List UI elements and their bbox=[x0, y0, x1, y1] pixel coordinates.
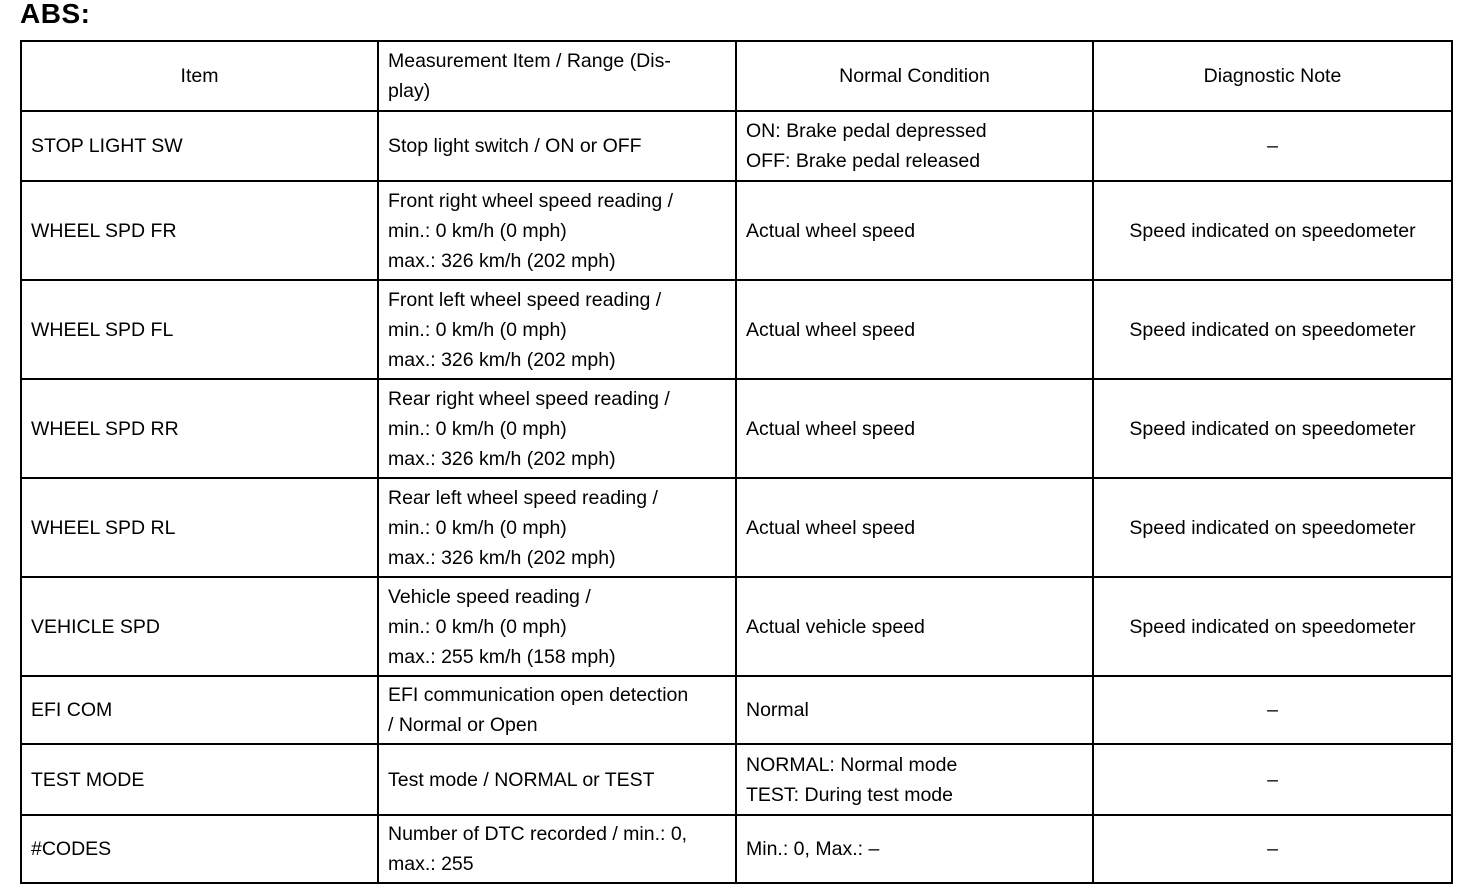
measurement-line: Number of DTC recorded / min.: 0, bbox=[388, 823, 688, 845]
cell-diagnostic-note: – bbox=[1093, 815, 1452, 883]
measurement-line: Stop light switch / ON or OFF bbox=[388, 135, 642, 157]
measurement-line: min.: 0 km/h (0 mph) bbox=[388, 318, 567, 341]
cell-measurement bbox=[378, 744, 736, 815]
header-item: Item bbox=[21, 41, 378, 111]
header-diagnostic-note: Diagnostic Note bbox=[1093, 41, 1452, 111]
cell-diagnostic-note: Speed indicated on speedometer bbox=[1093, 181, 1452, 280]
measurement-line: min.: 0 km/h (0 mph) bbox=[388, 516, 567, 539]
cell-normal-condition bbox=[736, 181, 1093, 280]
measurement-line: max.: 255 bbox=[388, 853, 474, 875]
measurement-line: max.: 326 km/h (202 mph) bbox=[388, 348, 616, 371]
normal-condition-line: ON: Brake pedal depressed bbox=[746, 120, 987, 142]
cell-measurement bbox=[378, 478, 736, 577]
cell-normal-condition bbox=[736, 379, 1093, 478]
cell-normal-condition bbox=[736, 577, 1093, 676]
cell-measurement bbox=[378, 181, 736, 280]
normal-condition-line: OFF: Brake pedal released bbox=[746, 150, 981, 172]
cell-item: VEHICLE SPD bbox=[21, 577, 378, 676]
cell-normal-condition bbox=[736, 111, 1093, 181]
cell-item: TEST MODE bbox=[21, 744, 378, 815]
abs-data-table bbox=[20, 40, 1453, 884]
cell-item: EFI COM bbox=[21, 676, 378, 744]
cell-diagnostic-note: – bbox=[1093, 676, 1452, 744]
header-row bbox=[21, 41, 1452, 111]
measurement-line: max.: 326 km/h (202 mph) bbox=[388, 447, 616, 470]
normal-condition-line: Min.: 0, Max.: – bbox=[746, 838, 880, 860]
page-title: ABS: bbox=[20, 0, 91, 29]
header-measurement bbox=[378, 41, 736, 111]
measurement-line: min.: 0 km/h (0 mph) bbox=[388, 417, 567, 440]
table-row bbox=[21, 815, 1452, 883]
cell-normal-condition bbox=[736, 815, 1093, 883]
cell-item: STOP LIGHT SW bbox=[21, 111, 378, 181]
measurement-line: / Normal or Open bbox=[388, 714, 538, 736]
normal-condition-line: Actual wheel speed bbox=[746, 516, 916, 539]
cell-normal-condition bbox=[736, 478, 1093, 577]
cell-measurement bbox=[378, 815, 736, 883]
cell-diagnostic-note: Speed indicated on speedometer bbox=[1093, 478, 1452, 577]
measurement-line: max.: 326 km/h (202 mph) bbox=[388, 546, 616, 569]
measurement-line: max.: 255 km/h (158 mph) bbox=[388, 645, 616, 668]
table-row bbox=[21, 280, 1452, 379]
normal-condition-line: Normal bbox=[746, 699, 809, 721]
normal-condition-line: Actual wheel speed bbox=[746, 219, 916, 242]
cell-diagnostic-note: Speed indicated on speedometer bbox=[1093, 379, 1452, 478]
normal-condition-line: Actual vehicle speed bbox=[746, 615, 925, 638]
table-row bbox=[21, 744, 1452, 815]
cell-measurement bbox=[378, 280, 736, 379]
cell-measurement bbox=[378, 676, 736, 744]
header-measurement-line: Measurement Item / Range (Dis- bbox=[388, 50, 671, 72]
measurement-line: max.: 326 km/h (202 mph) bbox=[388, 249, 616, 272]
measurement-line: min.: 0 km/h (0 mph) bbox=[388, 615, 567, 638]
cell-normal-condition bbox=[736, 676, 1093, 744]
measurement-line: EFI communication open detection bbox=[388, 684, 689, 706]
header-normal-condition: Normal Condition bbox=[736, 41, 1093, 111]
normal-condition-line: Actual wheel speed bbox=[746, 417, 916, 440]
cell-normal-condition bbox=[736, 744, 1093, 815]
table-row bbox=[21, 181, 1452, 280]
measurement-line: Front right wheel speed reading / bbox=[388, 189, 674, 212]
table-row bbox=[21, 577, 1452, 676]
measurement-line: Test mode / NORMAL or TEST bbox=[388, 768, 655, 791]
cell-normal-condition bbox=[736, 280, 1093, 379]
normal-condition-line: Actual wheel speed bbox=[746, 318, 916, 341]
measurement-line: Rear left wheel speed reading / bbox=[388, 486, 658, 509]
cell-item: WHEEL SPD FR bbox=[21, 181, 378, 280]
header-measurement-line: play) bbox=[388, 80, 431, 102]
table-body bbox=[21, 111, 1452, 883]
cell-item: WHEEL SPD RR bbox=[21, 379, 378, 478]
measurement-line: Vehicle speed reading / bbox=[388, 585, 591, 608]
cell-item: WHEEL SPD RL bbox=[21, 478, 378, 577]
measurement-line: Front left wheel speed reading / bbox=[388, 288, 662, 311]
cell-diagnostic-note: – bbox=[1093, 744, 1452, 815]
table-row bbox=[21, 676, 1452, 744]
normal-condition-line: TEST: During test mode bbox=[746, 783, 953, 806]
cell-item: WHEEL SPD FL bbox=[21, 280, 378, 379]
table-row bbox=[21, 478, 1452, 577]
cell-measurement bbox=[378, 379, 736, 478]
normal-condition-line: NORMAL: Normal mode bbox=[746, 753, 958, 776]
cell-measurement bbox=[378, 577, 736, 676]
measurement-line: Rear right wheel speed reading / bbox=[388, 387, 670, 410]
cell-diagnostic-note: Speed indicated on speedometer bbox=[1093, 577, 1452, 676]
cell-diagnostic-note: Speed indicated on speedometer bbox=[1093, 280, 1452, 379]
measurement-line: min.: 0 km/h (0 mph) bbox=[388, 219, 567, 242]
table-row bbox=[21, 111, 1452, 181]
cell-item: #CODES bbox=[21, 815, 378, 883]
cell-diagnostic-note: – bbox=[1093, 111, 1452, 181]
table-row bbox=[21, 379, 1452, 478]
cell-measurement bbox=[378, 111, 736, 181]
